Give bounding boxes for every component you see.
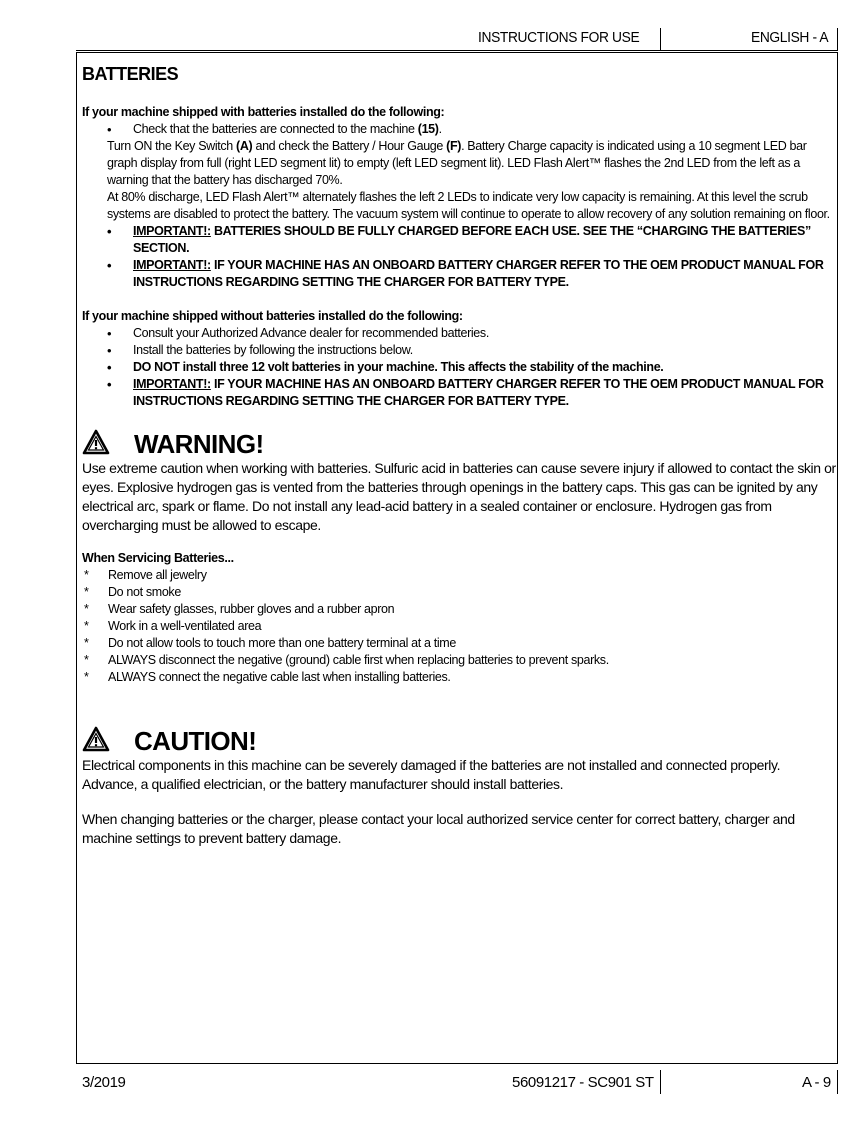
list-item: • DO NOT install three 12 volt batteries in your machine. This affects the stability of the machine.: [82, 359, 836, 376]
shipped-with-paragraph-2: At 80% discharge, LED Flash Alert™ alternately flashes the left 2 LEDs to indicate very low capacity is remaining. At this level the scrub systems are disabled to protect the battery. The vacuum system will continue to operate to allow recovery of any solution remaining on floor.: [107, 190, 830, 221]
header-section-label: INSTRUCTIONS FOR USE: [478, 29, 640, 46]
warning-title: WARNING!: [82, 429, 836, 459]
shipped-with-heading: If your machine shipped with batteries installed do the following:: [82, 105, 445, 119]
caution-section: [82, 726, 836, 848]
servicing-list: [82, 567, 836, 686]
list-item: • Check that the batteries are connected to the machine (15).: [82, 121, 836, 138]
list-item: * Remove all jewelry: [82, 567, 836, 584]
list-item: • IMPORTANT!: BATTERIES SHOULD BE FULLY CHARGED BEFORE EACH USE. SEE THE “CHARGING THE BATTERIES” SECTION.: [82, 223, 836, 257]
frame-left: [76, 52, 77, 1064]
servicing-heading: When Servicing Batteries...: [82, 551, 234, 565]
caution-text-2: When changing batteries or the charger, please contact your local authorized service center for correct battery, charger and machine settings to prevent battery damage.: [82, 811, 795, 846]
footer-page-number: A - 9: [802, 1074, 831, 1091]
list-item: • IMPORTANT!: IF YOUR MACHINE HAS AN ONBOARD BATTERY CHARGER REFER TO THE OEM PRODUCT MANUAL FOR INSTRUCTIONS REGARDING SETTING THE CHARGER FOR BATTERY TYPE.: [82, 257, 836, 291]
list-item: * ALWAYS disconnect the negative (ground) cable first when replacing batteries to prevent sparks.: [82, 652, 836, 669]
caution-text-1: Electrical components in this machine can be severely damaged if the batteries are not installed and connected properly. Advance, a qualified electrician, or the battery manufacturer should install batteries.: [82, 757, 781, 792]
header-rule: [76, 50, 838, 51]
list-item: • Install the batteries by following the instructions below.: [82, 342, 836, 359]
shipped-without-heading: If your machine shipped without batteries installed do the following:: [82, 309, 463, 323]
list-item: * Do not allow tools to touch more than one battery terminal at a time: [82, 635, 836, 652]
warning-triangle-icon: [82, 726, 110, 752]
list-item: * Work in a well-ventilated area: [82, 618, 836, 635]
list-item: • Consult your Authorized Advance dealer for recommended batteries.: [82, 325, 836, 342]
warning-section: [82, 429, 836, 686]
header-right-rule: [837, 28, 838, 50]
list-item: * Do not smoke: [82, 584, 836, 601]
frame-top: [76, 52, 838, 53]
header-language-label: ENGLISH - A: [751, 29, 829, 46]
list-item: * ALWAYS connect the negative cable last when installing batteries.: [82, 669, 836, 686]
footer-date: 3/2019: [82, 1074, 126, 1091]
shipped-with-paragraph-1: Turn ON the Key Switch (A) and check the Battery / Hour Gauge (F). Battery Charge capacity is indicated using a 10 segment LED bar graph display from full (right LED segment lit) to empty (left LED segment lit). LED Flash Alert™ flashes the 2nd LED from the left as a warning that the battery has discharged 70%.: [107, 139, 807, 187]
shipped-with-list-2: [82, 223, 836, 291]
frame-bottom: [76, 1063, 838, 1064]
shipped-with-list-1: [82, 121, 836, 138]
shipped-without-list: [82, 325, 836, 410]
list-item: • IMPORTANT!: IF YOUR MACHINE HAS AN ONBOARD BATTERY CHARGER REFER TO THE OEM PRODUCT MANUAL FOR INSTRUCTIONS REGARDING SETTING THE CHARGER FOR BATTERY TYPE.: [82, 376, 836, 410]
caution-title: CAUTION!: [82, 726, 836, 756]
page-title: BATTERIES: [82, 64, 179, 84]
frame-right: [837, 52, 838, 1064]
warning-text: Use extreme caution when working with batteries. Sulfuric acid in batteries can cause severe injury if allowed to contact the skin or eyes. Explosive hydrogen gas is vented from the batteries through openings in the battery caps. This gas can be ignited by any electrical arc, spark or flame. Do not install any lead-acid battery in a sealed container or enclosure. Hydrogen gas from overcharging must be allowed to escape.: [82, 460, 836, 533]
shipped-with-section: [82, 104, 836, 291]
shipped-without-section: [82, 308, 836, 410]
footer-divider: [660, 1070, 661, 1094]
header-divider: [660, 28, 661, 50]
footer-doc-number: 56091217 - SC901 ST: [512, 1074, 654, 1091]
footer-right-rule: [837, 1070, 838, 1094]
list-item: * Wear safety glasses, rubber gloves and a rubber apron: [82, 601, 836, 618]
warning-triangle-icon: [82, 429, 110, 455]
